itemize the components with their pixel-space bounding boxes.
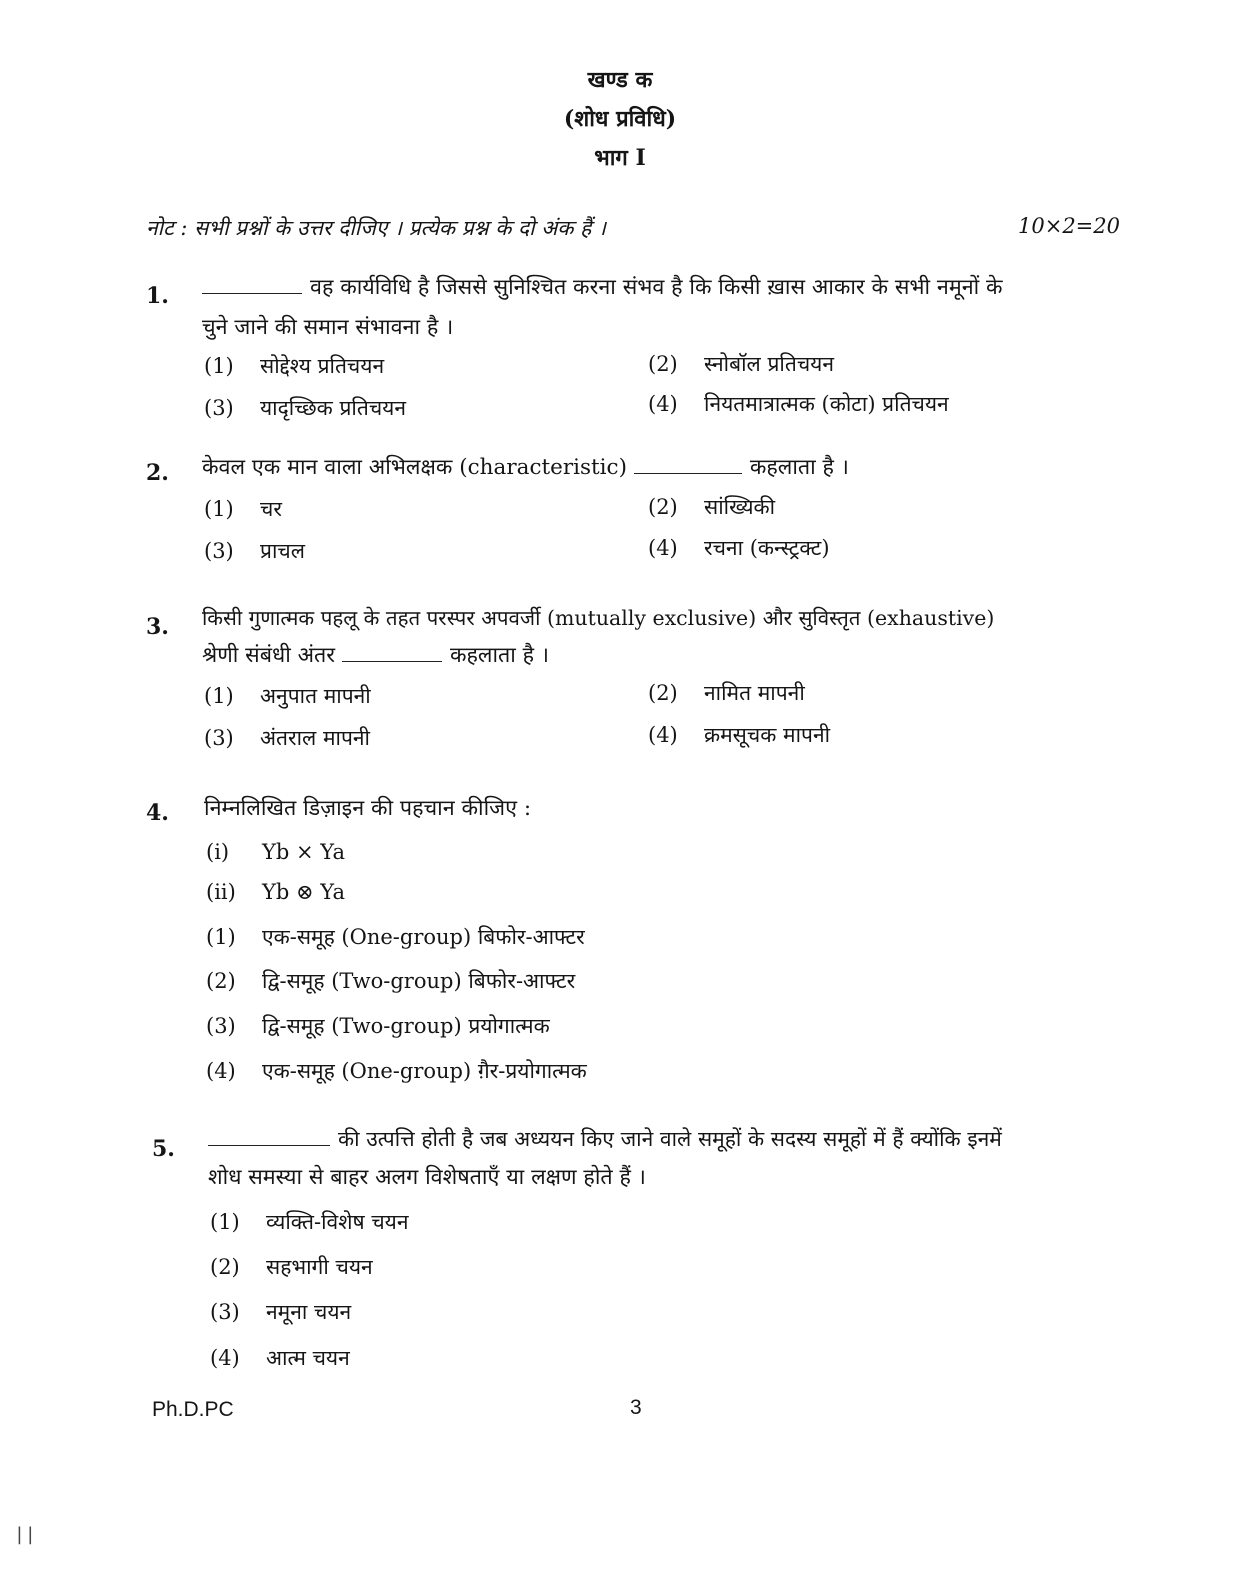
design-item-ii: (ii) Yb ⊗ Ya — [206, 880, 346, 904]
option-2: (2) सांख्यिकी — [648, 495, 776, 519]
answer-blank — [202, 277, 302, 294]
option-2: (2) सहभागी चयन — [210, 1255, 373, 1279]
paper-code: Ph.D.PC — [152, 1398, 234, 1421]
option-2: (2) द्वि-समूह (Two-group) बिफोर-आफ्टर — [206, 969, 576, 993]
option-1: (1) चर — [204, 497, 282, 521]
question-number: 5. — [152, 1136, 175, 1162]
design-item-i: (i) Yb × Ya — [206, 840, 346, 864]
section-title: खण्ड क — [587, 67, 653, 93]
option-3: (3) यादृच्छिक प्रतिचयन — [204, 396, 406, 420]
option-4: (4) क्रमसूचक मापनी — [648, 723, 831, 747]
question-text-line-1: वह कार्यविधि है जिससे सुनिश्चित करना संभव है कि किसी ख़ास आकार के सभी नमूनों के — [202, 272, 1003, 301]
question-number: 1. — [146, 283, 169, 309]
question-number: 3. — [146, 614, 169, 640]
instructions-note: नोट : सभी प्रश्नों के उत्तर दीजिए । प्रत्येक प्रश्न के दो अंक हैं । — [146, 216, 606, 240]
part-title: भाग I — [594, 145, 646, 171]
question-text-line-2: श्रेणी संबंधी अंतर कहलाता है । — [202, 643, 550, 668]
marks-allocation: 10×2=20 — [1018, 214, 1120, 238]
question-text-line-1: की उत्पत्ति होती है जब अध्ययन किए जाने वाले समूहों के सदस्य समूहों में हैं क्योंकि इनमें — [208, 1125, 1002, 1153]
section-subtitle: (शोध प्रविधि) — [563, 106, 677, 132]
page-number: 3 — [630, 1396, 642, 1419]
question-text-line-2: शोध समस्या से बाहर अलग विशेषताएँ या लक्षण होते हैं । — [208, 1165, 646, 1190]
margin-mark: || — [14, 1524, 36, 1545]
option-3: (3) प्राचल — [204, 539, 305, 563]
option-3: (3) नमूना चयन — [210, 1300, 352, 1324]
answer-blank — [342, 645, 442, 662]
question-number: 2. — [146, 460, 169, 486]
option-4: (4) नियतमात्रात्मक (कोटा) प्रतिचयन — [648, 392, 949, 416]
option-3: (3) द्वि-समूह (Two-group) प्रयोगात्मक — [206, 1014, 550, 1038]
option-1: (1) सोद्देश्य प्रतिचयन — [204, 354, 385, 378]
option-4: (4) रचना (कन्स्ट्रक्ट) — [648, 536, 830, 560]
option-2: (2) नामित मापनी — [648, 681, 805, 705]
question-number: 4. — [146, 800, 169, 826]
option-2: (2) स्नोबॉल प्रतिचयन — [648, 352, 834, 376]
option-1: (1) एक-समूह (One-group) बिफोर-आफ्टर — [206, 925, 585, 949]
question-text-line-1: निम्नलिखित डिज़ाइन की पहचान कीजिए : — [204, 796, 532, 821]
answer-blank — [208, 1129, 330, 1146]
option-1: (1) अनुपात मापनी — [204, 684, 371, 708]
option-4: (4) एक-समूह (One-group) ग़ैर-प्रयोगात्मक — [206, 1059, 587, 1083]
question-text-line-2: चुने जाने की समान संभावना है । — [202, 315, 454, 340]
option-3: (3) अंतराल मापनी — [204, 726, 370, 750]
option-4: (4) आत्म चयन — [210, 1346, 350, 1370]
question-text-line-1: किसी गुणात्मक पहलू के तहत परस्पर अपवर्जी (mutually exclusive) और सुविस्तृत (exhaustive) — [202, 606, 995, 630]
answer-blank — [634, 457, 742, 474]
question-text-line-1: केवल एक मान वाला अभिलक्षक (characteristic) कहलाता है । — [202, 455, 849, 480]
option-1: (1) व्यक्ति-विशेष चयन — [210, 1210, 409, 1234]
